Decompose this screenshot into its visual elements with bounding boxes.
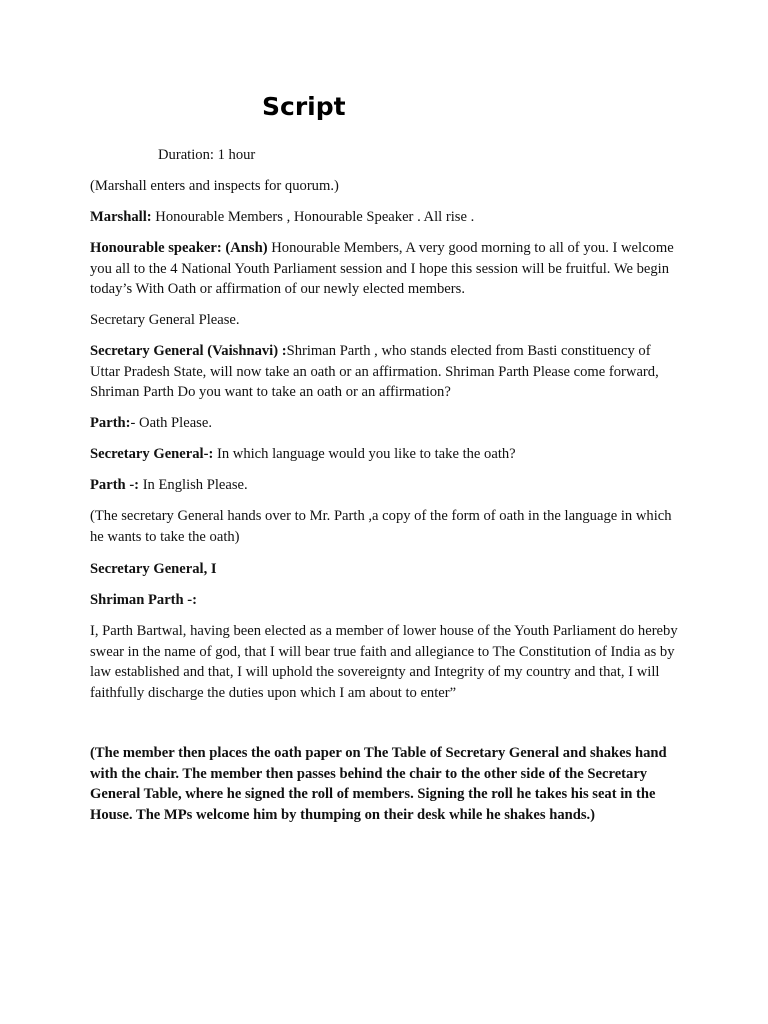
stage-direction-final: (The member then places the oath paper on The Table of Secretary General and shakes hand with the chair. The member then passes behind the chair to the other side of the Secretary General Table, where he signed the roll of members. Signing the roll he takes his seat in the House. The MPs welcome him by thumping on their desk while he shakes hands.) [90, 745, 667, 824]
speaker-label: Parth -: [90, 477, 140, 493]
stage-direction-marshall-enters: (Marshall enters and inspects for quorum.) [90, 178, 339, 194]
secretary-general-line-1 [90, 341, 682, 403]
parth-line-2 [90, 475, 682, 496]
dialogue-text: - Oath Please. [130, 415, 212, 431]
page-title: Script [262, 92, 346, 121]
speaker-label: Marshall: [90, 209, 152, 225]
speaker-label: Secretary General-: [90, 446, 214, 462]
secretary-general-line-2 [90, 444, 682, 465]
speaker-label: Parth: [90, 415, 131, 431]
secretary-general-i: Secretary General, I [90, 561, 217, 577]
dialogue-text: Shriman Parth , who stands elected from Basti constituency of Uttar Pradesh State, will now take an oath or an affirmation. Shriman Parth Please come forward, Shriman Parth Do you want to take an oath or an affirmation? [90, 343, 659, 401]
dialogue-text: Honourable Members , Honourable Speaker . All rise . [151, 209, 475, 225]
secretary-general-please: Secretary General Please. [90, 312, 240, 328]
duration-line: Duration: 1 hour [158, 147, 256, 163]
dialogue-text: Honourable Members, A very good morning to all of you. I welcome you all to the 4 National Youth Parliament session and I hope this session will be fruitful. We begin today’s With Oath or affirmation of our newly elected members. [90, 240, 674, 298]
dialogue-text: In which language would you like to take the oath? [213, 446, 516, 462]
parth-line-1 [90, 413, 682, 434]
speaker-label: Secretary General (Vaishnavi) : [90, 343, 287, 359]
stage-direction-oath-form: (The secretary General hands over to Mr. Parth ,a copy of the form of oath in the language in which he wants to take the oath) [90, 508, 672, 545]
speaker-line [90, 238, 682, 300]
oath-text: I, Parth Bartwal, having been elected as a member of lower house of the Youth Parliament do hereby swear in the name of god, that I will bear true faith and allegiance to The Constitution of India as by law established and that, I will uphold the sovereignty and Integrity of my country and that, I will faithfully discharge the duties upon which I am about to enter” [90, 623, 678, 702]
speaker-label: Honourable speaker: (Ansh) [90, 240, 268, 256]
marshall-line [90, 207, 682, 228]
dialogue-text: In English Please. [139, 477, 248, 493]
shriman-parth-label: Shriman Parth -: [90, 592, 198, 608]
